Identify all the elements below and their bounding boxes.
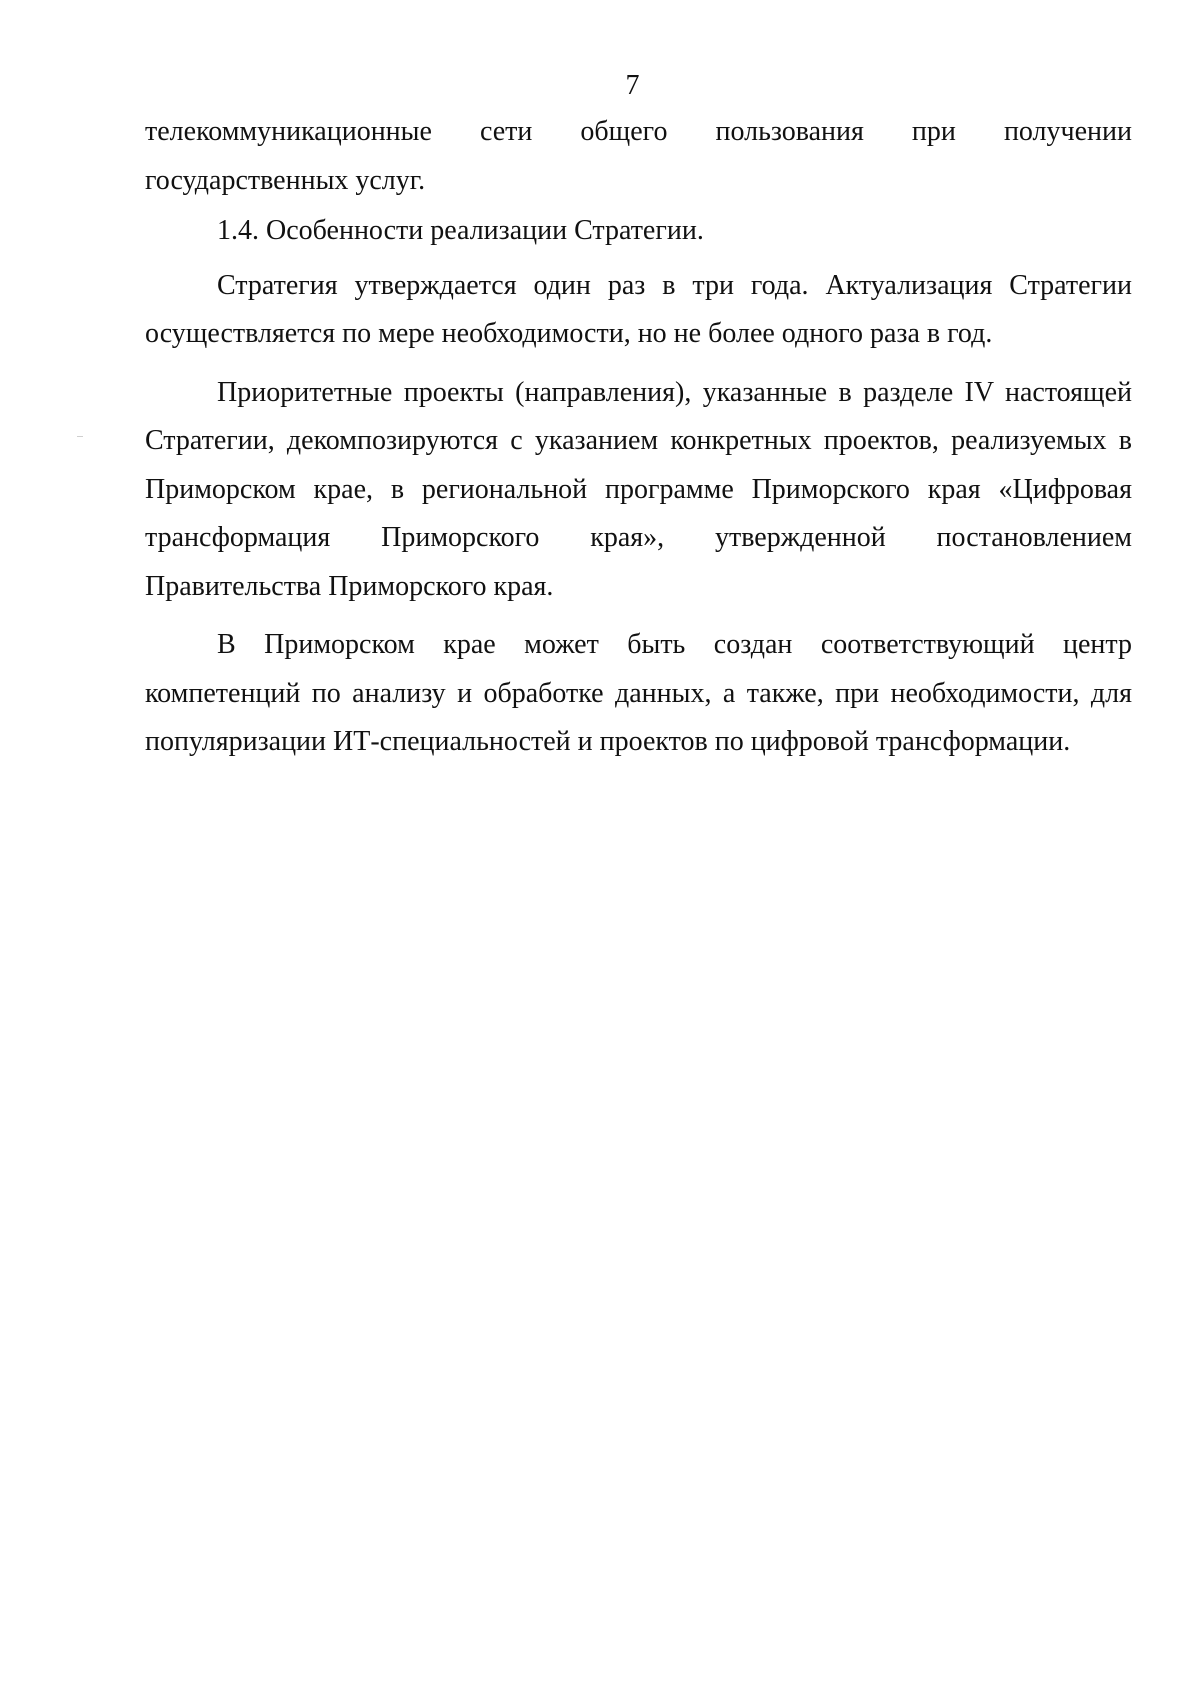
page-number: 7	[625, 70, 640, 101]
paragraph-priority-projects: Приоритетные проекты (направления), указанные в разделе IV настоящей Стратегии, декомпозируются с указанием конкретных проектов, реализуемых в Приморском крае, в региональной программе Приморского края «Цифровая трансформация Приморского края», утвержденной постановлением Правительства Приморского края.	[145, 376, 1132, 602]
section-heading: 1.4. Особенности реализации Стратегии.	[217, 215, 704, 246]
paragraph-continuation: телекоммуникационные сети общего пользования при получении государственных услуг.	[145, 116, 1132, 196]
paragraph-competence-center: В Приморском крае может быть создан соответствующий центр компетенций по анализу и обработке данных, а также, при необходимости, для популяризации ИТ-специальностей и проектов по цифровой трансформации.	[145, 629, 1132, 757]
scan-margin-mark	[77, 436, 83, 437]
paragraph-strategy-approval: Стратегия утверждается один раз в три года. Актуализация Стратегии осуществляется по мере необходимости, но не более одного раза в год.	[145, 269, 1132, 349]
document-body	[145, 108, 1132, 767]
